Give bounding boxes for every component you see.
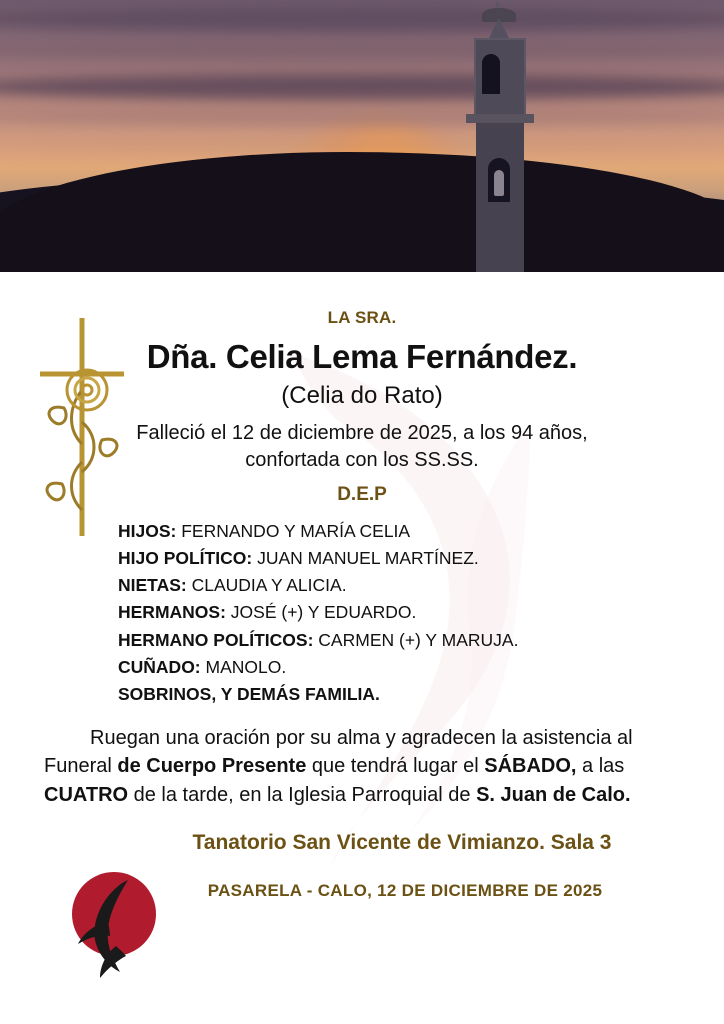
prayer-part-2: que tendrá lugar el <box>306 755 485 778</box>
family-label: CUÑADO: <box>118 656 201 677</box>
family-value: FERNANDO Y MARÍA CELIA <box>181 521 411 541</box>
family-value: MANOLO. <box>205 656 287 677</box>
list-item <box>118 518 638 545</box>
list-item <box>118 681 638 708</box>
family-label: HIJO POLÍTICO: <box>118 548 253 569</box>
list-item <box>118 627 638 654</box>
deceased-name: Dña. Celia Lema Fernández. <box>146 338 578 375</box>
venue-text: Tanatorio San Vicente de Vimianzo. Sala 3 <box>192 831 612 855</box>
cloud-band <box>0 138 724 152</box>
family-label: HIJOS: <box>118 521 177 541</box>
church-tower-icon <box>452 8 548 272</box>
family-list <box>118 518 638 708</box>
prayer-part-3: a las <box>576 755 625 778</box>
cloud-band <box>0 108 724 126</box>
prayer-part-1: Ruegan una oración por su alma y agradecen la asistencia al Funeral <box>44 726 633 778</box>
prayer-strong-1: de Cuerpo Presente <box>117 755 307 778</box>
dep-text: D.E.P <box>337 484 387 505</box>
list-item <box>118 599 638 626</box>
honorific: LA SRA. <box>327 308 397 327</box>
cloud-band <box>0 6 724 32</box>
deceased-alias: (Celia do Rato) <box>281 382 443 409</box>
prayer-strong-4: S. Juan de Calo. <box>476 783 631 806</box>
family-label: NIETAS: <box>118 575 187 596</box>
prayer-part-4: de la tarde, en la Iglesia Parroquial de <box>128 783 477 806</box>
memorial-card <box>0 272 724 1024</box>
family-value: CARMEN (+) Y MARUJA. <box>318 629 519 650</box>
family-value: JUAN MANUEL MARTÍNEZ. <box>257 548 479 569</box>
family-label: HERMANO POLÍTICOS: <box>118 629 314 650</box>
cloud-band <box>0 40 724 60</box>
family-value: CLAUDIA Y ALICIA. <box>191 575 347 596</box>
header-photo <box>0 0 724 272</box>
prayer-strong-2: SÁBADO, <box>484 755 577 778</box>
funeral-home-dove-logo <box>58 862 178 982</box>
cloud-band <box>0 74 724 100</box>
prayer-paragraph <box>44 724 680 809</box>
death-line-1: Falleció el 12 de diciembre de 2025, a los 94 años, <box>136 422 588 444</box>
list-item <box>118 572 638 599</box>
place-date-text: PASARELA - CALO, 12 DE DICIEMBRE DE 2025 <box>207 881 603 901</box>
family-value: JOSÉ (+) Y EDUARDO. <box>230 602 417 623</box>
prayer-strong-3: CUATRO <box>44 783 129 806</box>
list-item <box>118 654 638 681</box>
death-line-2: confortada con los SS.SS. <box>245 449 479 471</box>
family-label: SOBRINOS, Y DEMÁS FAMILIA. <box>118 683 380 704</box>
family-label: HERMANOS: <box>118 602 226 623</box>
list-item <box>118 545 638 572</box>
